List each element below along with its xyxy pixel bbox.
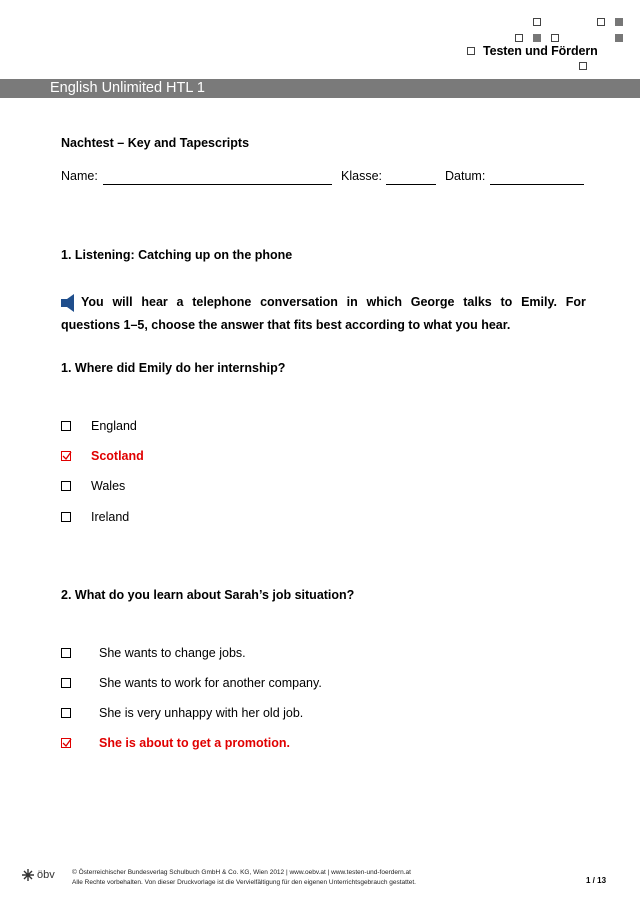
instruction-word: For: [565, 295, 586, 309]
checked-checkbox-icon[interactable]: [61, 738, 71, 748]
question-1: 1. Where did Emily do her internship?: [61, 361, 286, 375]
instruction-word: conversation: [260, 295, 338, 309]
instruction-word: a: [176, 295, 184, 309]
checkbox-icon[interactable]: [61, 708, 71, 718]
obv-logo: [22, 869, 55, 881]
name-label: Name:: [61, 169, 98, 183]
checked-checkbox-icon[interactable]: [61, 451, 71, 461]
instruction-word: George: [410, 295, 455, 309]
instruction-word: talks: [463, 295, 492, 309]
option-label: Ireland: [91, 510, 130, 524]
instruction-word: in: [346, 295, 358, 309]
checkbox-icon[interactable]: [61, 512, 71, 522]
datum-field[interactable]: [490, 184, 584, 185]
instruction-word: will: [112, 295, 133, 309]
course-title: English Unlimited HTL 1: [50, 80, 205, 96]
speaker-icon[interactable]: [61, 294, 77, 312]
page-number: 1 / 13: [586, 876, 607, 885]
student-info-fields: [61, 169, 591, 187]
instruction-word: telephone: [192, 295, 252, 309]
logo-square: [615, 34, 623, 42]
checkbox-icon[interactable]: [61, 678, 71, 688]
checkbox-icon[interactable]: [61, 648, 71, 658]
logo-square: [533, 18, 541, 26]
option-label: England: [91, 419, 137, 433]
option-label: She is very unhappy with her old job.: [99, 706, 304, 720]
instruction-word: which: [366, 295, 402, 309]
copyright-line: © Österreichischer Bundesverlag Schulbuch GmbH & Co. KG, Wien 2012 | www.oebv.at | www.testen-und-foerdern.at: [72, 869, 411, 876]
klasse-field[interactable]: [386, 184, 436, 185]
option-label: She wants to work for another company.: [99, 676, 322, 690]
instruction-word: to: [500, 295, 513, 309]
question-2: 2. What do you learn about Sarah’s job situation?: [61, 588, 355, 602]
checkbox-icon[interactable]: [61, 421, 71, 431]
option-label: Scotland: [91, 449, 144, 463]
checkbox-icon[interactable]: [61, 481, 71, 491]
logo-square: [597, 18, 605, 26]
brand-name: Testen und Fördern: [483, 44, 598, 58]
logo-square: [551, 34, 559, 42]
section-heading: 1. Listening: Catching up on the phone: [61, 248, 293, 262]
instruction-word: hear: [141, 295, 168, 309]
testen-und-foerdern-logo: [465, 16, 635, 76]
datum-label: Datum:: [445, 169, 486, 183]
option-label: Wales: [91, 479, 126, 493]
instruction-word: You: [81, 295, 104, 309]
logo-square: [615, 18, 623, 26]
logo-square: [467, 47, 475, 55]
option-label: She is about to get a promotion.: [99, 736, 290, 750]
klasse-label: Klasse:: [341, 169, 382, 183]
instruction-line-2: questions 1–5, choose the answer that fits best according to what you hear.: [61, 318, 511, 332]
logo-square: [515, 34, 523, 42]
logo-square: [533, 34, 541, 42]
page-title: Nachtest – Key and Tapescripts: [61, 136, 250, 150]
footer-copyright: [72, 868, 416, 888]
instruction-line-1: [81, 291, 586, 314]
obv-logo-text: öbv: [37, 869, 55, 881]
obv-logo-icon: [22, 869, 34, 881]
name-field[interactable]: [103, 184, 332, 185]
instruction-word: Emily.: [521, 295, 557, 309]
option-label: She wants to change jobs.: [99, 646, 246, 660]
logo-square: [579, 62, 587, 70]
instruction: [61, 291, 586, 337]
rights-line: Alle Rechte vorbehalten. Von dieser Druckvorlage ist die Vervielfältigung für den eigenen Unterrichtsgebrauch gestattet.: [72, 879, 416, 886]
header-banner: [0, 79, 640, 98]
